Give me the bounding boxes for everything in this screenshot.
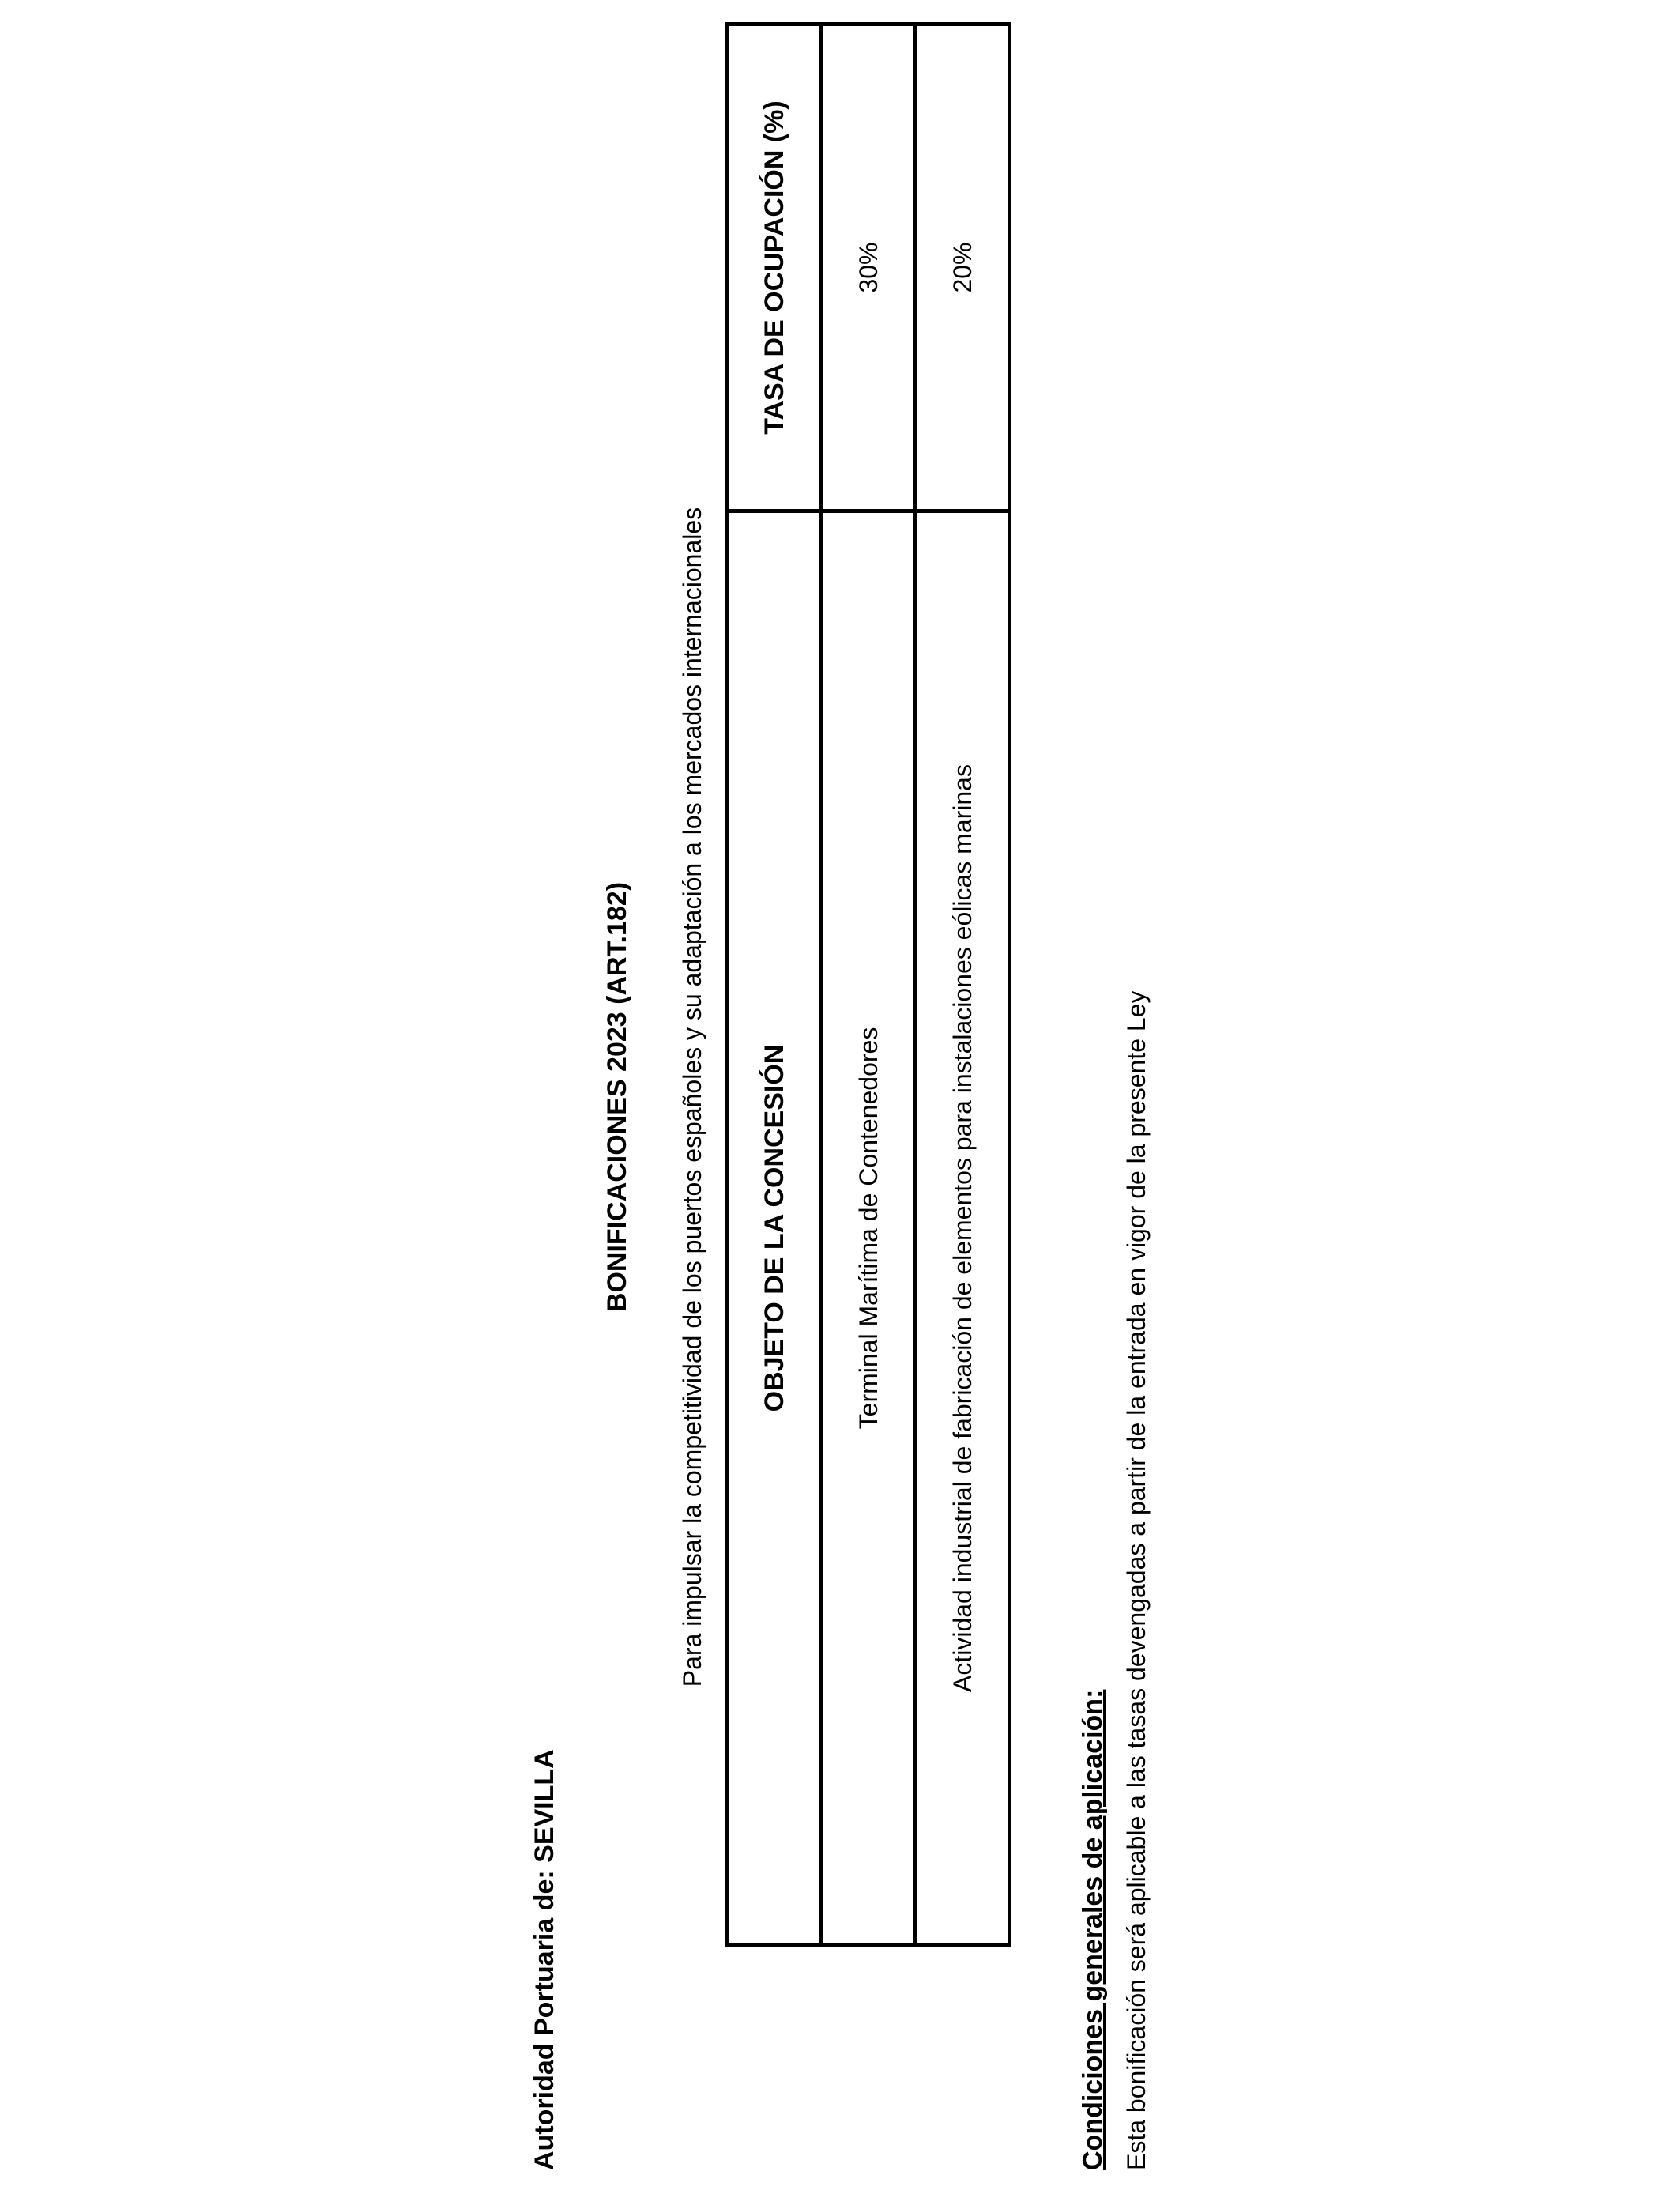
table-row xyxy=(822,25,916,1946)
document-subtitle: Para impulsar la competitividad de los puertos españoles y su adaptación a los mercados internacionales xyxy=(678,507,706,1687)
header-cell-occupancy-rate: TASA DE OCUPACIÓN (%) xyxy=(728,25,822,511)
header-cell-concession-object: OBJETO DE LA CONCESIÓN xyxy=(728,511,822,1946)
conditions-heading: Condiciones generales de aplicación: xyxy=(1078,1689,1108,2170)
table-header-row xyxy=(728,25,822,1946)
table-cell-rate: 20% xyxy=(916,25,1010,511)
document-title: BONIFICACIONES 2023 (ART.182) xyxy=(602,881,632,1313)
table-cell-concession: Actividad industrial de fabricación de elementos para instalaciones eólicas marinas xyxy=(916,511,1010,1946)
table-cell-concession: Terminal Marítima de Contenedores xyxy=(822,511,916,1946)
table-row xyxy=(916,25,1010,1946)
port-authority-label: Autoridad Portuaria de: SEVILLA xyxy=(529,1749,559,2170)
table-cell-rate: 30% xyxy=(822,25,916,511)
bonus-table xyxy=(725,22,1011,1947)
conditions-text: Esta bonificación será aplicable a las tasas devengadas a partir de la entrada en vigor de la presente Ley xyxy=(1122,990,1151,2170)
